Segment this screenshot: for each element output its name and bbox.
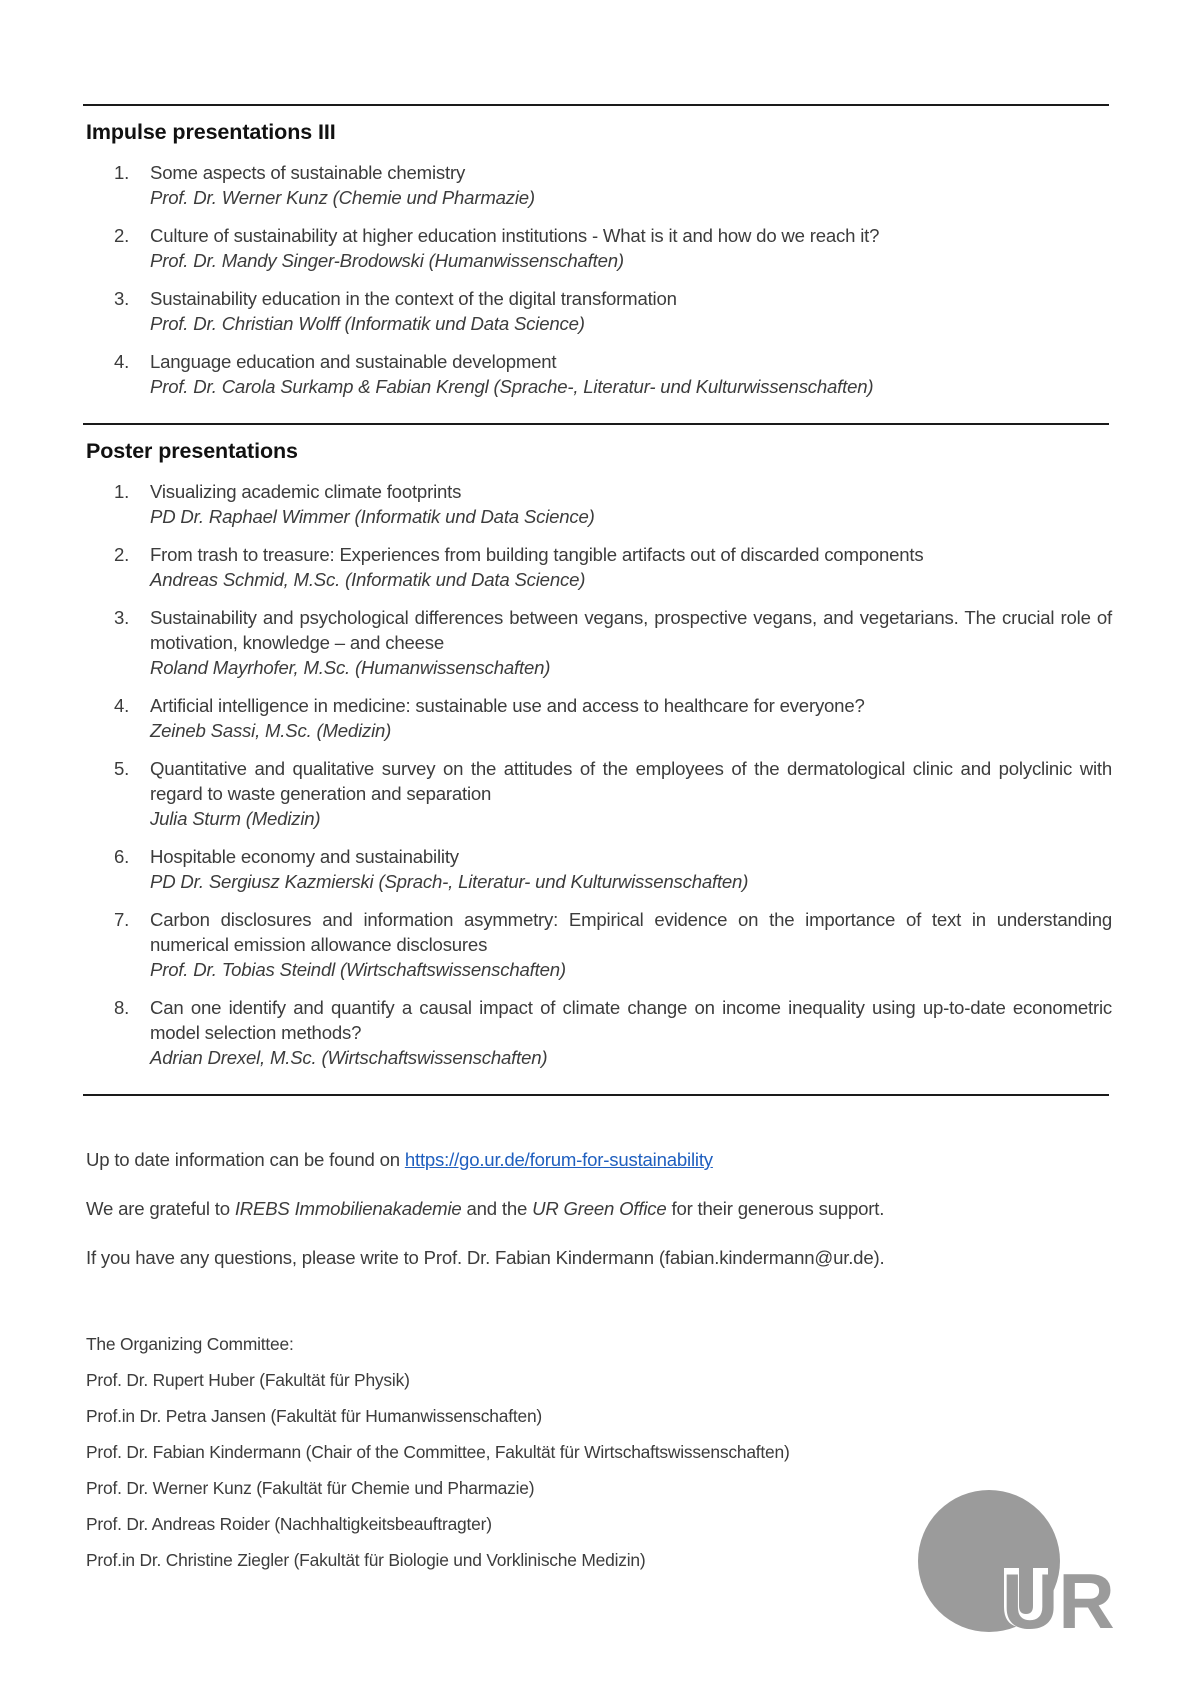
section-heading-impulse: Impulse presentations III	[86, 120, 336, 144]
item-number: 5.	[114, 758, 130, 779]
item-title: Sustainability education in the context of the digital transformation	[150, 288, 677, 309]
info-text: Up to date information can be found on	[86, 1149, 405, 1170]
list-item	[86, 756, 1112, 831]
item-number: 8.	[114, 997, 130, 1018]
item-author: Prof. Dr. Carola Surkamp & Fabian Krengl (Sprache-, Literatur- und Kulturwissenschaften)	[150, 376, 874, 397]
item-author: Prof. Dr. Mandy Singer-Brodowski (Humanwissenschaften)	[150, 250, 624, 271]
item-author: Zeineb Sassi, M.Sc. (Medizin)	[150, 720, 392, 741]
list-item	[86, 479, 1112, 529]
item-title: Culture of sustainability at higher education institutions - What is it and how do we reach it?	[150, 225, 880, 246]
section-divider	[83, 1094, 1109, 1096]
item-title: Carbon disclosures and information asymmetry: Empirical evidence on the importance of text in understanding numerical emission allowance disclosures	[150, 909, 1112, 955]
item-author: Adrian Drexel, M.Sc. (Wirtschaftswissenschaften)	[150, 1047, 548, 1068]
committee-member: Prof.in Dr. Petra Jansen (Fakultät für Humanwissenschaften)	[86, 1406, 543, 1426]
item-title: Artificial intelligence in medicine: sustainable use and access to healthcare for everyone?	[150, 695, 865, 716]
item-number: 3.	[114, 288, 130, 309]
list-item	[86, 160, 1112, 210]
list-item	[86, 995, 1112, 1070]
list-item	[86, 844, 1112, 894]
committee-member: Prof. Dr. Werner Kunz (Fakultät für Chemie und Pharmazie)	[86, 1478, 535, 1498]
committee-member: Prof. Dr. Fabian Kindermann (Chair of the Committee, Fakultät für Wirtschaftswissenschaften)	[86, 1442, 790, 1462]
item-number: 1.	[114, 481, 130, 502]
item-author: Andreas Schmid, M.Sc. (Informatik und Data Science)	[150, 569, 586, 590]
thanks-text: for their generous support.	[666, 1198, 885, 1219]
item-author: Roland Mayrhofer, M.Sc. (Humanwissenschaften)	[150, 657, 551, 678]
item-author: PD Dr. Sergiusz Kazmierski (Sprach-, Literatur- und Kulturwissenschaften)	[150, 871, 749, 892]
section-divider	[83, 104, 1109, 106]
item-author: Prof. Dr. Tobias Steindl (Wirtschaftswissenschaften)	[150, 959, 566, 980]
thanks-paragraph	[86, 1196, 884, 1221]
item-number: 1.	[114, 162, 130, 183]
item-title: Quantitative and qualitative survey on the attitudes of the employees of the dermatological clinic and polyclinic with regard to waste generation and separation	[150, 758, 1112, 804]
poster-presentations-list	[86, 479, 1112, 1070]
section-heading-poster: Poster presentations	[86, 439, 298, 463]
item-title: Can one identify and quantify a causal impact of climate change on income inequality using up-to-date econometric model selection methods?	[150, 997, 1112, 1043]
item-title: Hospitable economy and sustainability	[150, 846, 459, 867]
thanks-text: We are grateful to	[86, 1198, 235, 1219]
item-number: 2.	[114, 225, 130, 246]
item-title: Language education and sustainable development	[150, 351, 557, 372]
item-title: Visualizing academic climate footprints	[150, 481, 462, 502]
committee-title: The Organizing Committee:	[86, 1334, 294, 1354]
sponsor-irebs: IREBS Immobilienakademie	[234, 1198, 462, 1219]
list-item	[86, 223, 1112, 273]
item-number: 6.	[114, 846, 130, 867]
item-title: Sustainability and psychological differences between vegans, prospective vegans, and vegetarians. The crucial role of motivation, knowledge – and cheese	[150, 607, 1112, 653]
list-item	[86, 693, 1112, 743]
item-title: Some aspects of sustainable chemistry	[150, 162, 466, 183]
list-item	[86, 286, 1112, 336]
item-author: Prof. Dr. Werner Kunz (Chemie und Pharmazie)	[150, 187, 535, 208]
item-number: 4.	[114, 351, 130, 372]
list-item	[86, 349, 1112, 399]
university-logo	[918, 1490, 1128, 1640]
logo-text: UR	[1002, 1557, 1115, 1640]
thanks-text: and the	[461, 1198, 533, 1219]
item-number: 4.	[114, 695, 130, 716]
forum-link[interactable]: https://go.ur.de/forum-for-sustainability	[404, 1149, 713, 1170]
list-item	[86, 907, 1112, 982]
list-item	[86, 542, 1112, 592]
item-number: 3.	[114, 607, 130, 628]
item-author: Julia Sturm (Medizin)	[150, 808, 321, 829]
item-author: PD Dr. Raphael Wimmer (Informatik und Data Science)	[150, 506, 595, 527]
sponsor-green-office: UR Green Office	[532, 1198, 667, 1219]
item-title: From trash to treasure: Experiences from building tangible artifacts out of discarded components	[150, 544, 924, 565]
committee-member: Prof.in Dr. Christine Ziegler (Fakultät für Biologie und Vorklinische Medizin)	[86, 1550, 646, 1570]
item-number: 7.	[114, 909, 130, 930]
contact-paragraph: If you have any questions, please write to Prof. Dr. Fabian Kindermann (fabian.kindermann@ur.de).	[86, 1247, 885, 1268]
committee-member: Prof. Dr. Andreas Roider (Nachhaltigkeitsbeauftragter)	[86, 1514, 492, 1534]
section-divider	[83, 423, 1109, 425]
organizing-committee	[86, 1326, 790, 1578]
committee-member: Prof. Dr. Rupert Huber (Fakultät für Physik)	[86, 1370, 410, 1390]
info-paragraph	[86, 1147, 713, 1172]
list-item	[86, 605, 1112, 680]
item-author: Prof. Dr. Christian Wolff (Informatik und Data Science)	[150, 313, 585, 334]
item-number: 2.	[114, 544, 130, 565]
impulse-presentations-list	[86, 160, 1112, 399]
